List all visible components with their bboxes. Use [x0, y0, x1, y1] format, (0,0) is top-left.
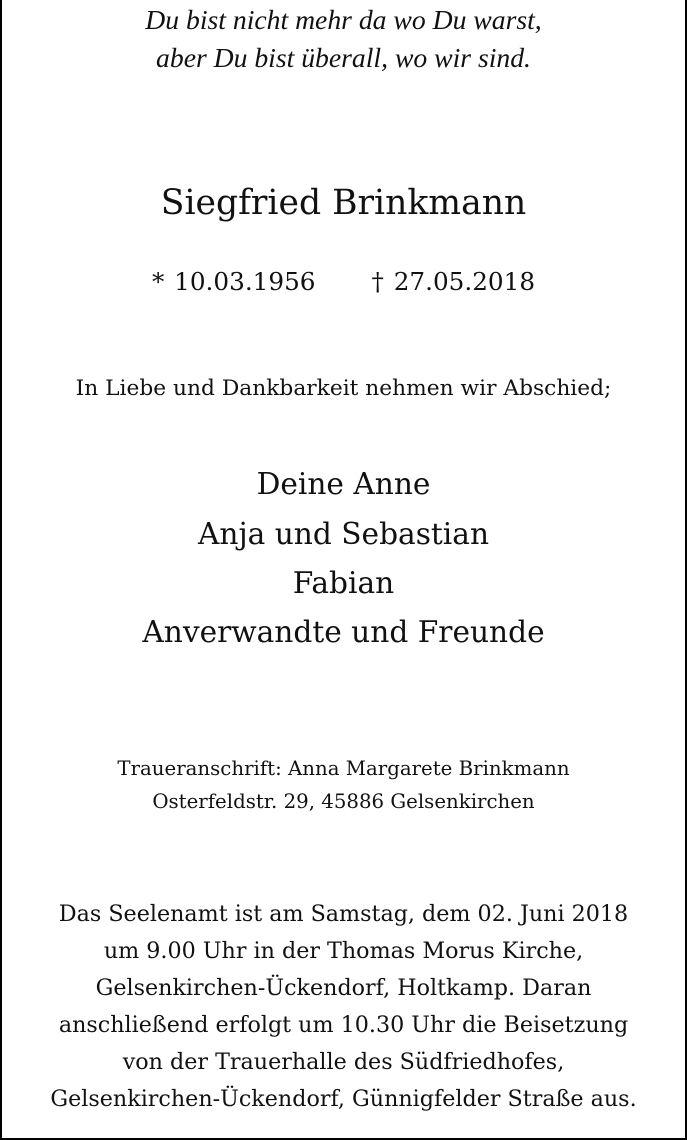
service-info-line: um 9.00 Uhr in der Thomas Morus Kirche, — [103, 938, 584, 964]
service-info-line: anschließend erfolgt um 10.30 Uhr die Beisetzung — [58, 1012, 629, 1038]
motto-line-2: aber Du bist überall, wo wir sind. — [156, 42, 531, 73]
service-info-line: Das Seelenamt ist am Samstag, dem 02. Juni 2018 — [58, 901, 629, 927]
service-info-line: Gelsenkirchen-Ückendorf, Günnigfelder Straße aus. — [50, 1086, 637, 1112]
farewell-intro: In Liebe und Dankbarkeit nehmen wir Abschied; — [75, 376, 612, 401]
mourning-address-line-2: Osterfeldstr. 29, 45886 Gelsenkirchen — [152, 790, 535, 813]
mourning-address-line-1: Traueranschrift: Anna Margarete Brinkmann — [117, 757, 570, 780]
mourner-line: Anja und Sebastian — [197, 516, 490, 551]
birth-date: * 10.03.1956 — [151, 267, 316, 296]
life-dates — [2, 267, 685, 296]
service-info-line: von der Trauerhalle des Südfriedhofes, — [122, 1049, 565, 1075]
motto-line-1: Du bist nicht mehr da wo Du warst, — [145, 4, 542, 35]
deceased-name: Siegfried Brinkmann — [160, 183, 527, 223]
service-info-line: Gelsenkirchen-Ückendorf, Holtkamp. Daran — [95, 975, 592, 1001]
mourner-line: Fabian — [292, 565, 395, 600]
death-date: † 27.05.2018 — [371, 267, 536, 296]
mourner-line: Anverwandte und Freunde — [142, 614, 545, 649]
mourner-line: Deine Anne — [256, 466, 431, 501]
